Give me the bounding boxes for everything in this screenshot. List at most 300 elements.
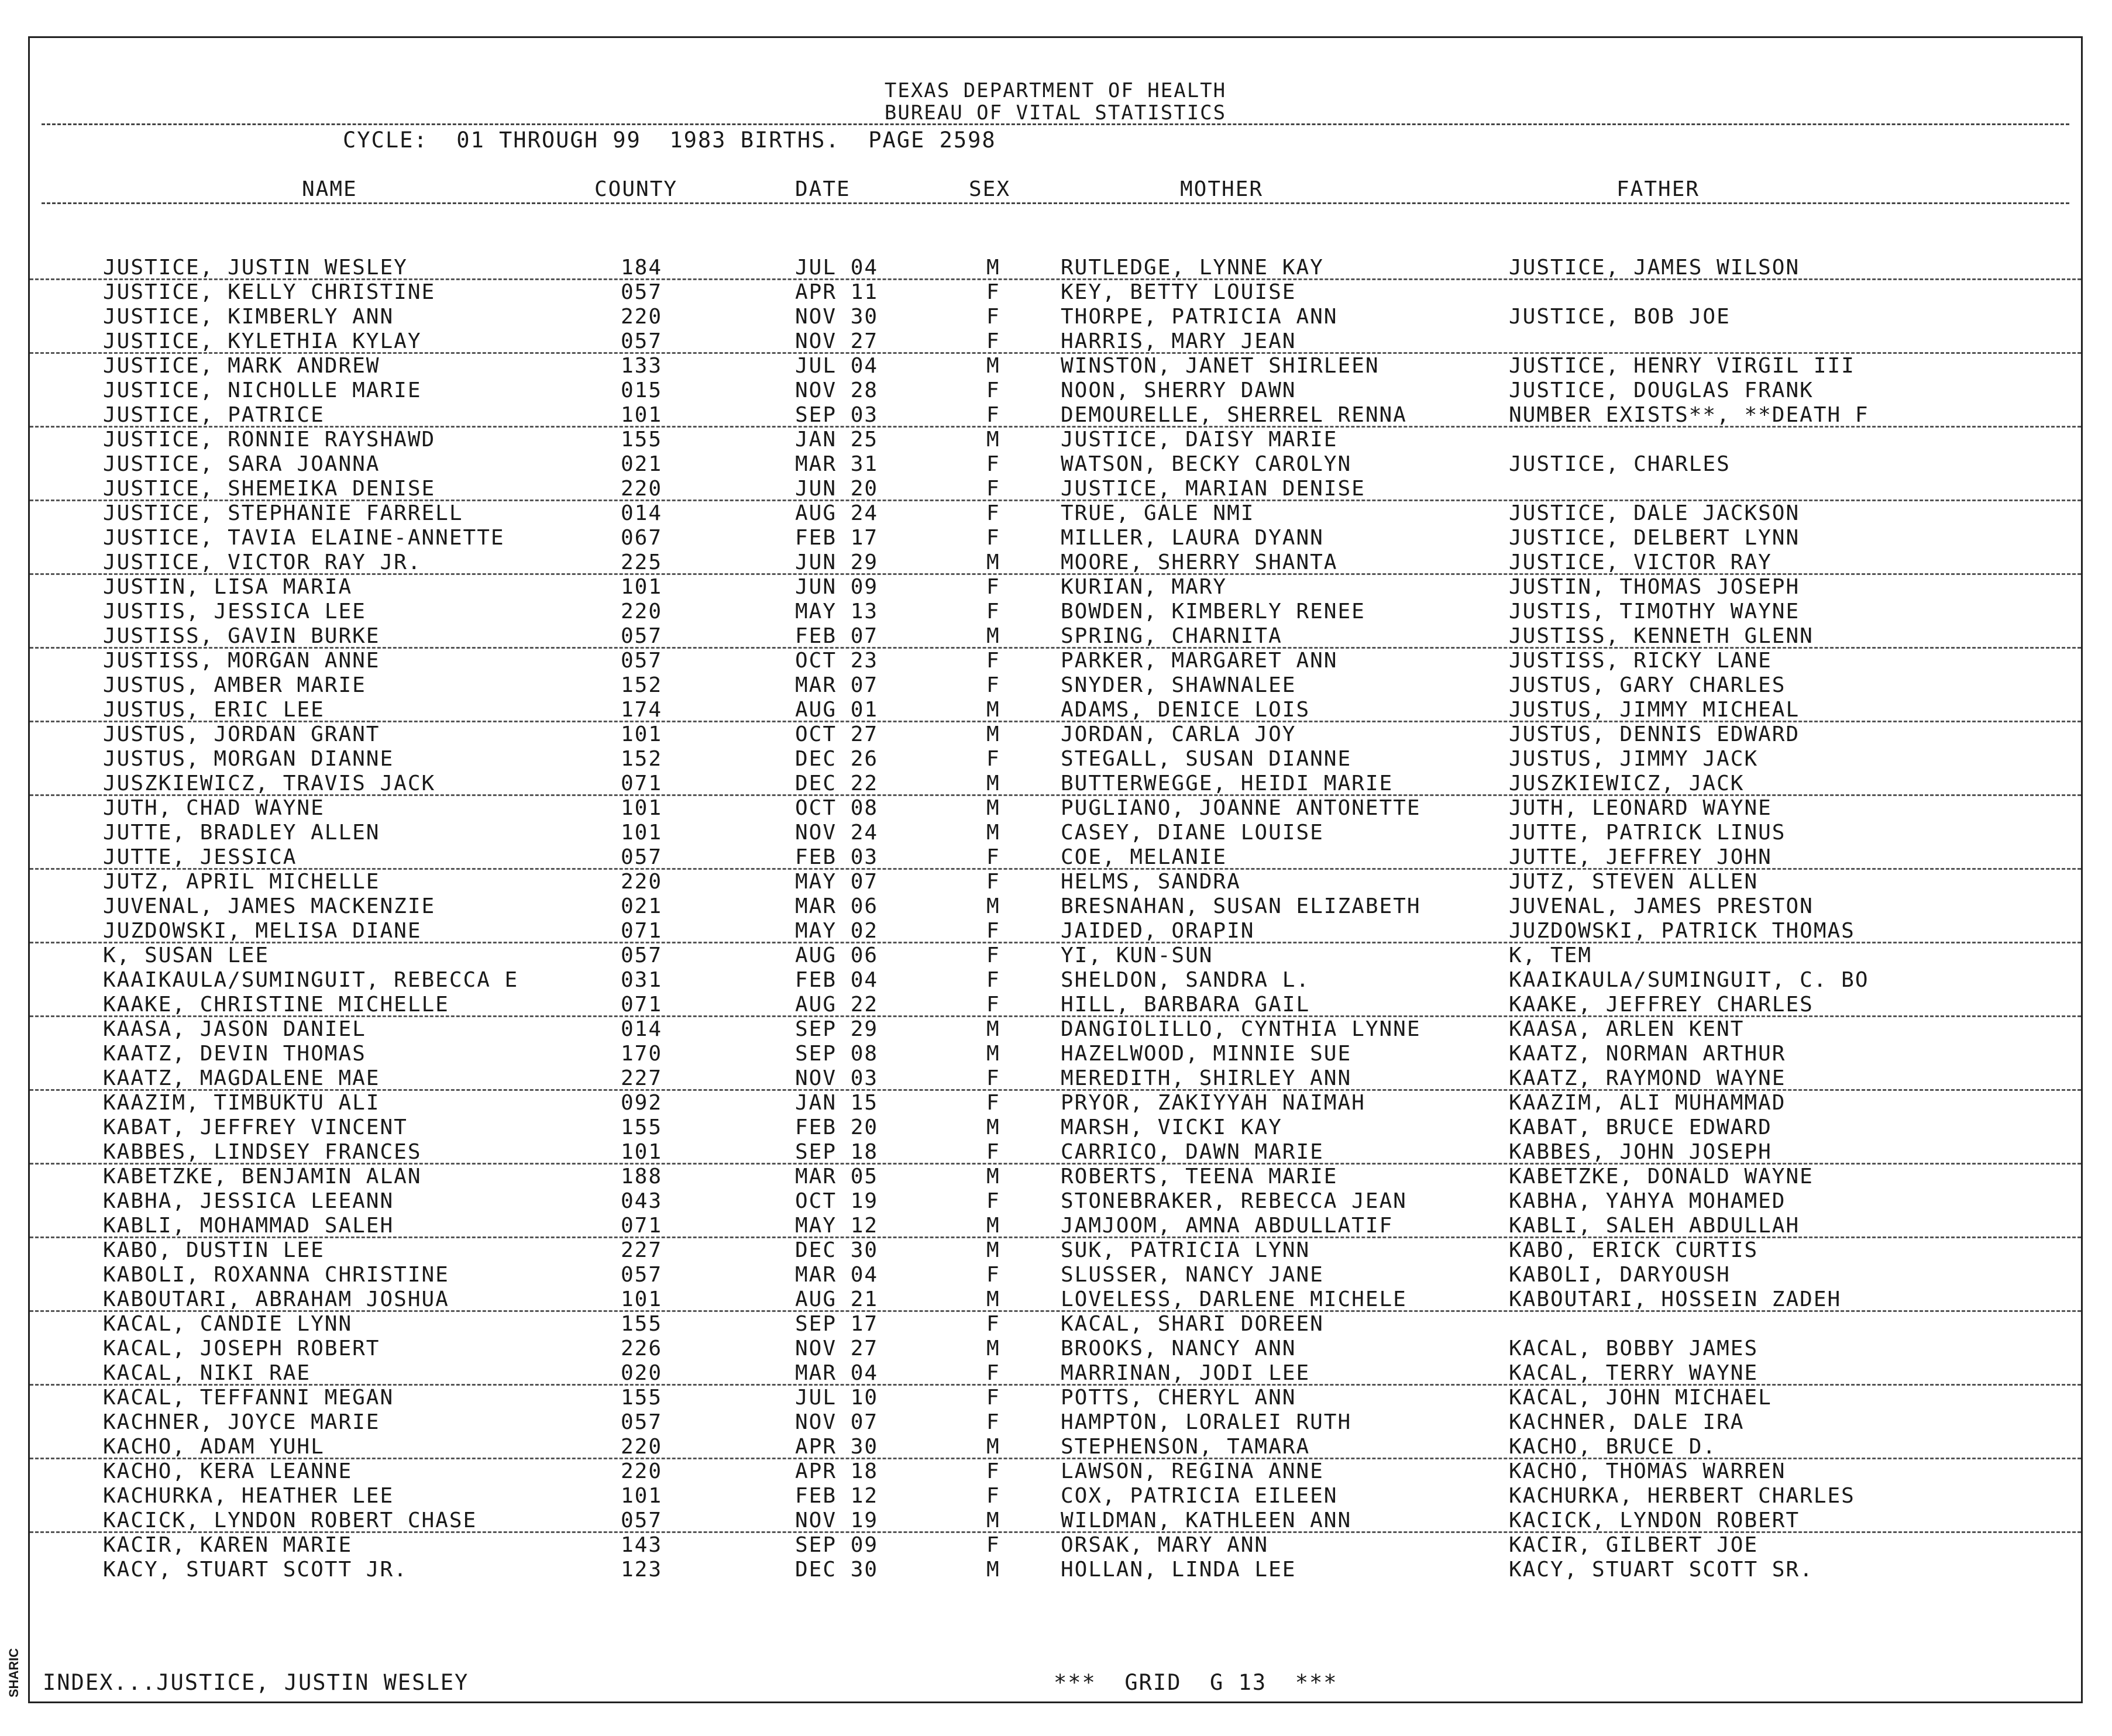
record-name: JUSTICE, NICHOLLE MARIE [103, 378, 422, 402]
record-date: JAN 25 [795, 428, 879, 452]
record-date: SEP 08 [795, 1042, 879, 1066]
record-county: 057 [621, 943, 663, 967]
record-name: KABO, DUSTIN LEE [103, 1238, 325, 1262]
record-sex: F [986, 1263, 1000, 1287]
record-date: NOV 07 [795, 1410, 879, 1434]
record-sex: F [986, 649, 1000, 673]
record-mother: PUGLIANO, JOANNE ANTONETTE [1061, 796, 1421, 820]
cycle-line: CYCLE: 01 THROUGH 99 1983 BIRTHS. PAGE 2598 [343, 128, 996, 153]
record-name: JUSTICE, STEPHANIE FARRELL [103, 501, 463, 525]
record-mother: SUK, PATRICIA LYNN [1061, 1238, 1310, 1262]
record-father: JUVENAL, JAMES PRESTON [1509, 894, 1814, 918]
record-county: 057 [621, 329, 663, 353]
record-row [30, 1263, 2081, 1287]
record-sex: F [986, 501, 1000, 525]
record-mother: HOLLAN, LINDA LEE [1061, 1558, 1296, 1582]
record-father: KACIR, GILBERT JOE [1509, 1533, 1759, 1557]
record-date: NOV 24 [795, 821, 879, 845]
record-father: JUSTISS, KENNETH GLENN [1509, 624, 1814, 648]
record-name: JUSTISS, MORGAN ANNE [103, 649, 380, 673]
record-sex: M [986, 1558, 1000, 1582]
record-mother: HAMPTON, LORALEI RUTH [1061, 1410, 1352, 1434]
column-header-date: DATE [795, 177, 851, 201]
record-row [30, 305, 2081, 329]
record-sex: M [986, 428, 1000, 452]
record-county: 220 [621, 1435, 663, 1459]
record-name: KABOLI, ROXANNA CHRISTINE [103, 1263, 449, 1287]
record-name: JUSTICE, MARK ANDREW [103, 354, 380, 378]
record-row [30, 698, 2081, 722]
record-row [30, 1091, 2081, 1115]
record-county: 220 [621, 600, 663, 624]
record-father: KAAZIM, ALI MUHAMMAD [1509, 1091, 1786, 1115]
record-row [30, 624, 2081, 649]
record-father: JUZDOWSKI, PATRICK THOMAS [1509, 919, 1855, 943]
record-father: JUSTUS, GARY CHARLES [1509, 673, 1786, 697]
record-mother: ROBERTS, TEENA MARIE [1061, 1165, 1338, 1189]
record-sex: F [986, 305, 1000, 329]
record-mother: SPRING, CHARNITA [1061, 624, 1282, 648]
record-father: KABETZKE, DONALD WAYNE [1509, 1165, 1814, 1189]
record-name: JUTH, CHAD WAYNE [103, 796, 325, 820]
record-name: KABETZKE, BENJAMIN ALAN [103, 1165, 422, 1189]
record-row [30, 1140, 2081, 1165]
record-row [30, 1484, 2081, 1508]
record-date: JUL 04 [795, 354, 879, 378]
record-date: AUG 22 [795, 993, 879, 1017]
record-mother: JAMJOOM, AMNA ABDULLATIF [1061, 1214, 1394, 1238]
index-line: INDEX...JUSTICE, JUSTIN WESLEY [43, 1670, 469, 1695]
record-date: AUG 21 [795, 1287, 879, 1311]
record-sex: F [986, 1312, 1000, 1336]
record-county: 101 [621, 821, 663, 845]
record-father: JUTZ, STEVEN ALLEN [1509, 870, 1759, 894]
record-date: OCT 08 [795, 796, 879, 820]
bureau-title: BUREAU OF VITAL STATISTICS [884, 101, 1227, 125]
record-mother: THORPE, PATRICIA ANN [1061, 305, 1338, 329]
record-mother: KURIAN, MARY [1061, 575, 1227, 599]
record-county: 057 [621, 649, 663, 673]
record-name: JUSTIS, JESSICA LEE [103, 600, 366, 624]
record-date: OCT 19 [795, 1189, 879, 1213]
record-sex: F [986, 943, 1000, 967]
record-father: JUSTISS, RICKY LANE [1509, 649, 1772, 673]
record-county: 043 [621, 1189, 663, 1213]
record-name: KAASA, JASON DANIEL [103, 1017, 366, 1041]
record-county: 143 [621, 1533, 663, 1557]
record-name: JUSTICE, VICTOR RAY JR. [103, 550, 422, 574]
record-father: KACICK, LYNDON ROBERT [1509, 1508, 1800, 1532]
record-mother: BRESNAHAN, SUSAN ELIZABETH [1061, 894, 1421, 918]
record-date: FEB 17 [795, 526, 879, 550]
record-father: JUSZKIEWICZ, JACK [1509, 771, 1745, 795]
record-sex: M [986, 1115, 1000, 1139]
record-row [30, 1017, 2081, 1042]
record-name: JUSTICE, KELLY CHRISTINE [103, 280, 436, 304]
record-name: JUSTICE, JUSTIN WESLEY [103, 256, 408, 280]
record-mother: WATSON, BECKY CAROLYN [1061, 452, 1352, 476]
record-father: JUSTICE, CHARLES [1509, 452, 1731, 476]
record-name: KAAZIM, TIMBUKTU ALI [103, 1091, 380, 1115]
record-mother: BUTTERWEGGE, HEIDI MARIE [1061, 771, 1394, 795]
record-row [30, 1287, 2081, 1312]
record-father: NUMBER EXISTS**, **DEATH F [1509, 403, 1869, 427]
record-row [30, 403, 2081, 428]
record-name: KAAIKAULA/SUMINGUIT, REBECCA E [103, 968, 519, 992]
record-date: FEB 20 [795, 1115, 879, 1139]
record-county: 021 [621, 894, 663, 918]
record-sex: F [986, 477, 1000, 501]
record-row [30, 1042, 2081, 1066]
record-row [30, 1558, 2081, 1582]
record-date: MAR 31 [795, 452, 879, 476]
record-date: NOV 27 [795, 1337, 879, 1360]
record-county: 170 [621, 1042, 663, 1066]
record-father: JUTTE, PATRICK LINUS [1509, 821, 1786, 845]
record-county: 071 [621, 1214, 663, 1238]
record-county: 057 [621, 1508, 663, 1532]
record-sex: M [986, 821, 1000, 845]
record-sex: M [986, 550, 1000, 574]
record-row [30, 870, 2081, 894]
record-date: FEB 03 [795, 845, 879, 869]
record-county: 071 [621, 771, 663, 795]
record-mother: MEREDITH, SHIRLEY ANN [1061, 1066, 1352, 1090]
record-mother: STONEBRAKER, REBECCA JEAN [1061, 1189, 1407, 1213]
record-name: KACAL, NIKI RAE [103, 1361, 311, 1385]
record-father: KACAL, TERRY WAYNE [1509, 1361, 1759, 1385]
record-date: MAY 07 [795, 870, 879, 894]
record-county: 188 [621, 1165, 663, 1189]
record-date: APR 18 [795, 1459, 879, 1483]
record-date: MAY 02 [795, 919, 879, 943]
record-name: KACHNER, JOYCE MARIE [103, 1410, 380, 1434]
record-name: JUTTE, JESSICA [103, 845, 297, 869]
record-father: KABOLI, DARYOUSH [1509, 1263, 1731, 1287]
record-county: 071 [621, 993, 663, 1017]
record-name: KACIR, KAREN MARIE [103, 1533, 353, 1557]
record-sex: F [986, 1140, 1000, 1164]
record-mother: POTTS, CHERYL ANN [1061, 1386, 1296, 1410]
record-mother: NOON, SHERRY DAWN [1061, 378, 1296, 402]
record-date: FEB 12 [795, 1484, 879, 1508]
record-name: JUSTICE, SARA JOANNA [103, 452, 380, 476]
column-header-father: FATHER [1616, 177, 1700, 201]
grid-reference: *** GRID G 13 *** [1054, 1670, 1338, 1695]
record-row [30, 329, 2081, 354]
record-county: 184 [621, 256, 663, 280]
record-sex: F [986, 526, 1000, 550]
record-name: KACY, STUART SCOTT JR. [103, 1558, 408, 1582]
record-county: 014 [621, 1017, 663, 1041]
record-date: MAR 04 [795, 1361, 879, 1385]
record-county: 057 [621, 1263, 663, 1287]
record-name: JUSTUS, JORDAN GRANT [103, 722, 380, 746]
record-name: JUTZ, APRIL MICHELLE [103, 870, 380, 894]
record-name: JUSTICE, SHEMEIKA DENISE [103, 477, 436, 501]
record-mother: COX, PATRICIA EILEEN [1061, 1484, 1338, 1508]
record-mother: JAIDED, ORAPIN [1061, 919, 1255, 943]
record-name: KABOUTARI, ABRAHAM JOSHUA [103, 1287, 449, 1311]
record-father: JUSTUS, DENNIS EDWARD [1509, 722, 1800, 746]
record-date: MAR 06 [795, 894, 879, 918]
record-row [30, 575, 2081, 600]
record-county: 155 [621, 1312, 663, 1336]
record-father: KACAL, JOHN MICHAEL [1509, 1386, 1772, 1410]
record-mother: HELMS, SANDRA [1061, 870, 1241, 894]
record-row [30, 378, 2081, 403]
record-date: OCT 27 [795, 722, 879, 746]
microfilm-stamp: SHARIC [6, 1648, 21, 1698]
record-row [30, 845, 2081, 870]
record-date: AUG 01 [795, 698, 879, 722]
record-name: KAATZ, DEVIN THOMAS [103, 1042, 366, 1066]
record-name: JUSTUS, ERIC LEE [103, 698, 325, 722]
record-father: KABAT, BRUCE EDWARD [1509, 1115, 1772, 1139]
record-mother: ADAMS, DENICE LOIS [1061, 698, 1310, 722]
record-sex: M [986, 1165, 1000, 1189]
record-sex: M [986, 354, 1000, 378]
record-row [30, 649, 2081, 673]
record-row [30, 1410, 2081, 1435]
record-county: 101 [621, 1140, 663, 1164]
record-name: KACHO, ADAM YUHL [103, 1435, 325, 1459]
record-mother: PARKER, MARGARET ANN [1061, 649, 1338, 673]
record-sex: M [986, 1017, 1000, 1041]
record-date: MAR 05 [795, 1165, 879, 1189]
record-name: JUSZKIEWICZ, TRAVIS JACK [103, 771, 436, 795]
record-sex: F [986, 378, 1000, 402]
record-mother: RUTLEDGE, LYNNE KAY [1061, 256, 1324, 280]
record-father: KACY, STUART SCOTT SR. [1509, 1558, 1814, 1582]
record-date: NOV 30 [795, 305, 879, 329]
record-mother: SLUSSER, NANCY JANE [1061, 1263, 1324, 1287]
record-name: K, SUSAN LEE [103, 943, 270, 967]
record-mother: CARRICO, DAWN MARIE [1061, 1140, 1324, 1164]
record-sex: F [986, 280, 1000, 304]
record-sex: M [986, 1238, 1000, 1262]
record-county: 155 [621, 1386, 663, 1410]
record-date: SEP 03 [795, 403, 879, 427]
record-row [30, 796, 2081, 821]
record-row [30, 993, 2081, 1017]
record-mother: WINSTON, JANET SHIRLEEN [1061, 354, 1380, 378]
record-date: JUN 09 [795, 575, 879, 599]
record-mother: HAZELWOOD, MINNIE SUE [1061, 1042, 1352, 1066]
record-mother: BROOKS, NANCY ANN [1061, 1337, 1296, 1360]
record-date: SEP 29 [795, 1017, 879, 1041]
record-county: 071 [621, 919, 663, 943]
record-mother: MILLER, LAURA DYANN [1061, 526, 1324, 550]
record-father: JUSTICE, HENRY VIRGIL III [1509, 354, 1855, 378]
record-county: 155 [621, 428, 663, 452]
column-header-sex: SEX [969, 177, 1011, 201]
record-mother: MARSH, VICKI KAY [1061, 1115, 1282, 1139]
record-mother: JUSTICE, DAISY MARIE [1061, 428, 1338, 452]
record-county: 133 [621, 354, 663, 378]
record-mother: MOORE, SHERRY SHANTA [1061, 550, 1338, 574]
record-mother: LAWSON, REGINA ANNE [1061, 1459, 1324, 1483]
record-father: JUSTICE, DOUGLAS FRANK [1509, 378, 1814, 402]
record-name: KAATZ, MAGDALENE MAE [103, 1066, 380, 1090]
record-name: KACAL, JOSEPH ROBERT [103, 1337, 380, 1360]
record-sex: F [986, 575, 1000, 599]
record-father: JUSTUS, JIMMY MICHEAL [1509, 698, 1800, 722]
record-row [30, 452, 2081, 477]
record-name: KAAKE, CHRISTINE MICHELLE [103, 993, 449, 1017]
record-sex: F [986, 1386, 1000, 1410]
record-name: JUZDOWSKI, MELISA DIANE [103, 919, 422, 943]
record-county: 152 [621, 747, 663, 771]
record-mother: YI, KUN-SUN [1061, 943, 1213, 967]
record-name: JUSTUS, MORGAN DIANNE [103, 747, 394, 771]
record-name: KACAL, TEFFANNI MEGAN [103, 1386, 394, 1410]
record-father: JUSTICE, JAMES WILSON [1509, 256, 1800, 280]
record-date: OCT 23 [795, 649, 879, 673]
record-date: NOV 28 [795, 378, 879, 402]
record-county: 101 [621, 1484, 663, 1508]
record-date: AUG 24 [795, 501, 879, 525]
record-row [30, 280, 2081, 305]
record-sex: M [986, 1042, 1000, 1066]
record-county: 031 [621, 968, 663, 992]
record-row [30, 1115, 2081, 1140]
record-sex: F [986, 1361, 1000, 1385]
record-sheet [28, 36, 2083, 1703]
record-father: JUTTE, JEFFREY JOHN [1509, 845, 1772, 869]
record-name: JUSTICE, PATRICE [103, 403, 325, 427]
record-name: JUSTIN, LISA MARIA [103, 575, 353, 599]
record-name: KACHURKA, HEATHER LEE [103, 1484, 394, 1508]
record-name: JUSTICE, KIMBERLY ANN [103, 305, 394, 329]
record-father: KACHO, THOMAS WARREN [1509, 1459, 1786, 1483]
record-sex: F [986, 600, 1000, 624]
record-county: 057 [621, 845, 663, 869]
record-sex: F [986, 870, 1000, 894]
record-county: 092 [621, 1091, 663, 1115]
record-name: KABBES, LINDSEY FRANCES [103, 1140, 422, 1164]
record-county: 021 [621, 452, 663, 476]
record-row [30, 428, 2081, 452]
record-sex: M [986, 698, 1000, 722]
record-row [30, 501, 2081, 526]
record-sex: F [986, 329, 1000, 353]
record-sex: F [986, 993, 1000, 1017]
record-father: KACAL, BOBBY JAMES [1509, 1337, 1759, 1360]
record-sex: F [986, 1410, 1000, 1434]
record-name: JUSTUS, AMBER MARIE [103, 673, 366, 697]
record-county: 174 [621, 698, 663, 722]
record-sex: M [986, 796, 1000, 820]
record-sex: M [986, 894, 1000, 918]
record-mother: PRYOR, ZAKIYYAH NAIMAH [1061, 1091, 1365, 1115]
record-sex: F [986, 1189, 1000, 1213]
record-sex: M [986, 1508, 1000, 1532]
record-sex: F [986, 845, 1000, 869]
record-father: KABLI, SALEH ABDULLAH [1509, 1214, 1800, 1238]
record-date: FEB 07 [795, 624, 879, 648]
record-county: 225 [621, 550, 663, 574]
record-county: 227 [621, 1238, 663, 1262]
record-sex: F [986, 968, 1000, 992]
header-divider [42, 123, 2069, 125]
record-county: 101 [621, 796, 663, 820]
record-row [30, 919, 2081, 943]
record-county: 015 [621, 378, 663, 402]
record-date: SEP 17 [795, 1312, 879, 1336]
record-date: NOV 03 [795, 1066, 879, 1090]
record-date: MAY 13 [795, 600, 879, 624]
record-row [30, 354, 2081, 378]
record-date: MAY 12 [795, 1214, 879, 1238]
record-mother: COE, MELANIE [1061, 845, 1227, 869]
record-row [30, 477, 2081, 501]
record-mother: LOVELESS, DARLENE MICHELE [1061, 1287, 1407, 1311]
record-county: 226 [621, 1337, 663, 1360]
record-father: KAATZ, NORMAN ARTHUR [1509, 1042, 1786, 1066]
record-date: DEC 30 [795, 1238, 879, 1262]
record-father: K, TEM [1509, 943, 1592, 967]
record-row [30, 722, 2081, 747]
record-row [30, 1214, 2081, 1238]
record-county: 020 [621, 1361, 663, 1385]
record-name: JUSTICE, KYLETHIA KYLAY [103, 329, 422, 353]
record-mother: CASEY, DIANE LOUISE [1061, 821, 1324, 845]
record-father: JUSTICE, DALE JACKSON [1509, 501, 1800, 525]
record-mother: KACAL, SHARI DOREEN [1061, 1312, 1324, 1336]
record-row [30, 673, 2081, 698]
record-row [30, 550, 2081, 575]
record-name: KACAL, CANDIE LYNN [103, 1312, 353, 1336]
record-county: 057 [621, 1410, 663, 1434]
record-mother: ORSAK, MARY ANN [1061, 1533, 1269, 1557]
record-date: SEP 18 [795, 1140, 879, 1164]
record-county: 123 [621, 1558, 663, 1582]
record-row [30, 1066, 2081, 1091]
record-row [30, 821, 2081, 845]
record-county: 067 [621, 526, 663, 550]
record-county: 101 [621, 1287, 663, 1311]
record-name: KABLI, MOHAMMAD SALEH [103, 1214, 394, 1238]
record-father: KAASA, ARLEN KENT [1509, 1017, 1745, 1041]
record-name: KABAT, JEFFREY VINCENT [103, 1115, 408, 1139]
record-county: 057 [621, 624, 663, 648]
record-date: FEB 04 [795, 968, 879, 992]
record-name: JUVENAL, JAMES MACKENZIE [103, 894, 436, 918]
record-county: 101 [621, 403, 663, 427]
record-county: 220 [621, 1459, 663, 1483]
record-sex: M [986, 1435, 1000, 1459]
record-county: 227 [621, 1066, 663, 1090]
record-row [30, 968, 2081, 993]
record-mother: DEMOURELLE, SHERREL RENNA [1061, 403, 1407, 427]
record-father: KACHURKA, HERBERT CHARLES [1509, 1484, 1855, 1508]
record-father: JUSTICE, DELBERT LYNN [1509, 526, 1800, 550]
record-sex: M [986, 771, 1000, 795]
record-sex: F [986, 1066, 1000, 1090]
record-county: 220 [621, 870, 663, 894]
records-list [30, 256, 2081, 1582]
record-mother: HILL, BARBARA GAIL [1061, 993, 1310, 1017]
record-name: KACHO, KERA LEANNE [103, 1459, 353, 1483]
record-county: 155 [621, 1115, 663, 1139]
record-date: JUN 29 [795, 550, 879, 574]
record-mother: TRUE, GALE NMI [1061, 501, 1255, 525]
record-row [30, 1435, 2081, 1459]
record-mother: MARRINAN, JODI LEE [1061, 1361, 1310, 1385]
record-row [30, 1312, 2081, 1337]
record-mother: BOWDEN, KIMBERLY RENEE [1061, 600, 1365, 624]
